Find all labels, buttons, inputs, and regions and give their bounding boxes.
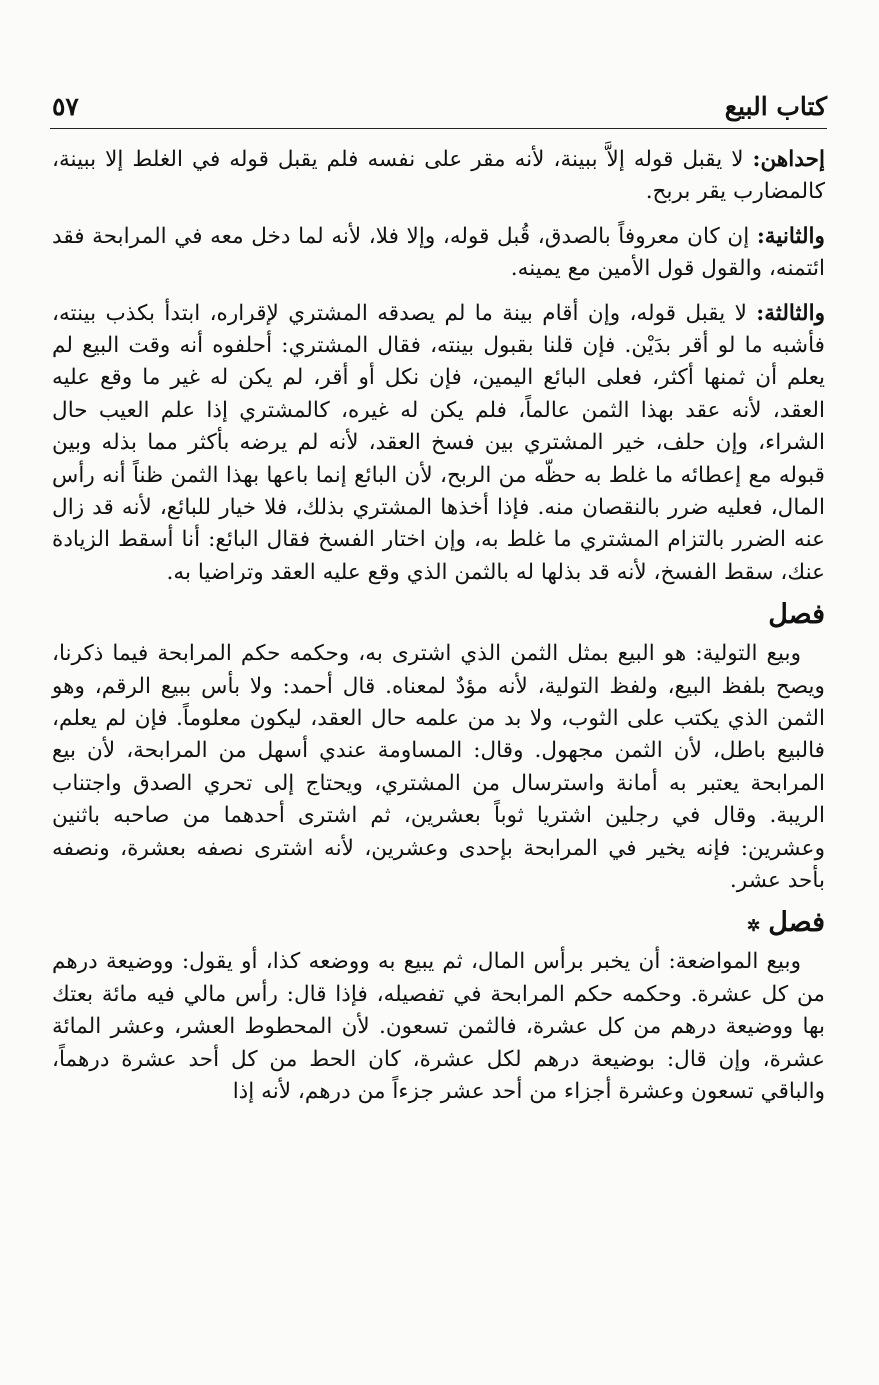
paragraph-lead: والثالثة: [756, 300, 825, 326]
paragraph-lead: إحداهن: [752, 147, 825, 172]
paragraph-text: إن كان معروفاً بالصدق، قُبل قوله، وإلا فلا، لأنه لما دخل معه في المرابحة فقد ائتمنه، والقول قول الأمين مع يمينه. [52, 223, 825, 282]
page-number: ٥٧ [52, 92, 79, 121]
section-heading [52, 905, 825, 940]
fleuron-ornament-icon: ✲ [746, 916, 761, 936]
paragraph-text: لا يقبل قوله إلاَّ ببينة، لأنه مقر على نفسه فلم يقبل قوله في الغلط إلا ببينة، كالمضارب يقر بربح. [52, 147, 825, 205]
running-title: كتاب البيع [724, 92, 827, 121]
page-body [52, 144, 825, 1108]
paragraph-lead: والثانية: [756, 223, 825, 249]
paragraph-second-view [52, 221, 825, 286]
section-text-tawliya: وبيع التولية: هو البيع بمثل الثمن الذي اشترى به، وحكمه حكم المرابحة فيما ذكرنا، ويصح بلفظ البيع، ولفظ التولية، لأنه مؤدٌ لمعناه. قال أحمد: ولا بأس ببيع الرقم، وهو الثمن الذي يكتب على الثوب، ولا بد من علمه حال العقد، ليكون معلوماً. فإن لم يعلم، فالبيع باطل، لأن الثمن مجهول. وقال: المساومة عندي أسهل من المرابحة، لأن بيع المرابحة يعتبر به أمانة واسترسال من المشتري، ويحتاج إلى تحري الصدق واجتناب الريبة. وقال في رجلين اشتريا ثوباً بعشرين، ثم اشترى أحدهما من صاحبه باثنين وعشرين: فإنه يخير في المرابحة بإحدى وعشرين، لأنه اشترى نصفه بعشرة، ونصفه بأحد عشر. [52, 641, 825, 893]
section-text-muwadaa: وبيع المواضعة: أن يخبر برأس المال، ثم يبيع به ووضعه كذا، أو يقول: ووضيعة درهم من كل عشرة. وحكمه حكم المرابحة في تفصيله، فإذا قال: رأس مالي فيه مائة بعتك بها ووضيعة درهم من كل عشرة، فالثمن تسعون. لأن المحطوط العشر، وعشر المائة عشرة، وإن قال: بوضيعة درهم لكل عشرة، كان الحط من كل أحد عشرة درهماً، والباقي تسعون وعشرة أجزاء من أحد عشر جزءاً من درهم، لأنه إذا [52, 949, 825, 1104]
section-heading: فصل [768, 599, 825, 631]
paragraph-first-view [52, 144, 825, 209]
paragraph-text: لا يقبل قوله، وإن أقام بينة ما لم يصدقه المشتري لإقراره، ابتدأ بكذب بينته، فأشبه ما لو أقر بدَيْن. فإن قلنا بقبول بينته، فقال المشتري: أحلفوه أنه وقت البيع لم يعلم أن ثمنها أكثر، فعلى البائع اليمين، فإن نكل أو أقر، لم يكن له غير ما وقع عليه العقد، لأنه عقد بهذا الثمن عالماً، فلم يكن له غيره، كالمشتري إذا علم العيب حال الشراء، وإن حلف، خير المشتري بين فسخ العقد، لأنه لم يرضه بأكثر مما بذله وبين قبوله مع إعطائه ما غلط به حظّه من الربح، لأن البائع إنما باعها بهذا الثمن ظناً أنه رأس المال، فعليه ضرر بالنقصان منه. فإذا أخذها المشتري بذلك، فلا خيار للبائع، لأنه قد زال عنه الضرر بالتزام المشتري ما غلط به، وإن اختار الفسخ فقال البائع: أنا أسقط الزيادة عنك، سقط الفسخ، لأنه قد بذلها له بالثمن الذي وقع عليه العقد وتراضيا به. [52, 300, 825, 585]
paragraph-third-view [52, 298, 825, 590]
section-heading-label: فصل [768, 907, 825, 939]
running-header [50, 88, 827, 129]
